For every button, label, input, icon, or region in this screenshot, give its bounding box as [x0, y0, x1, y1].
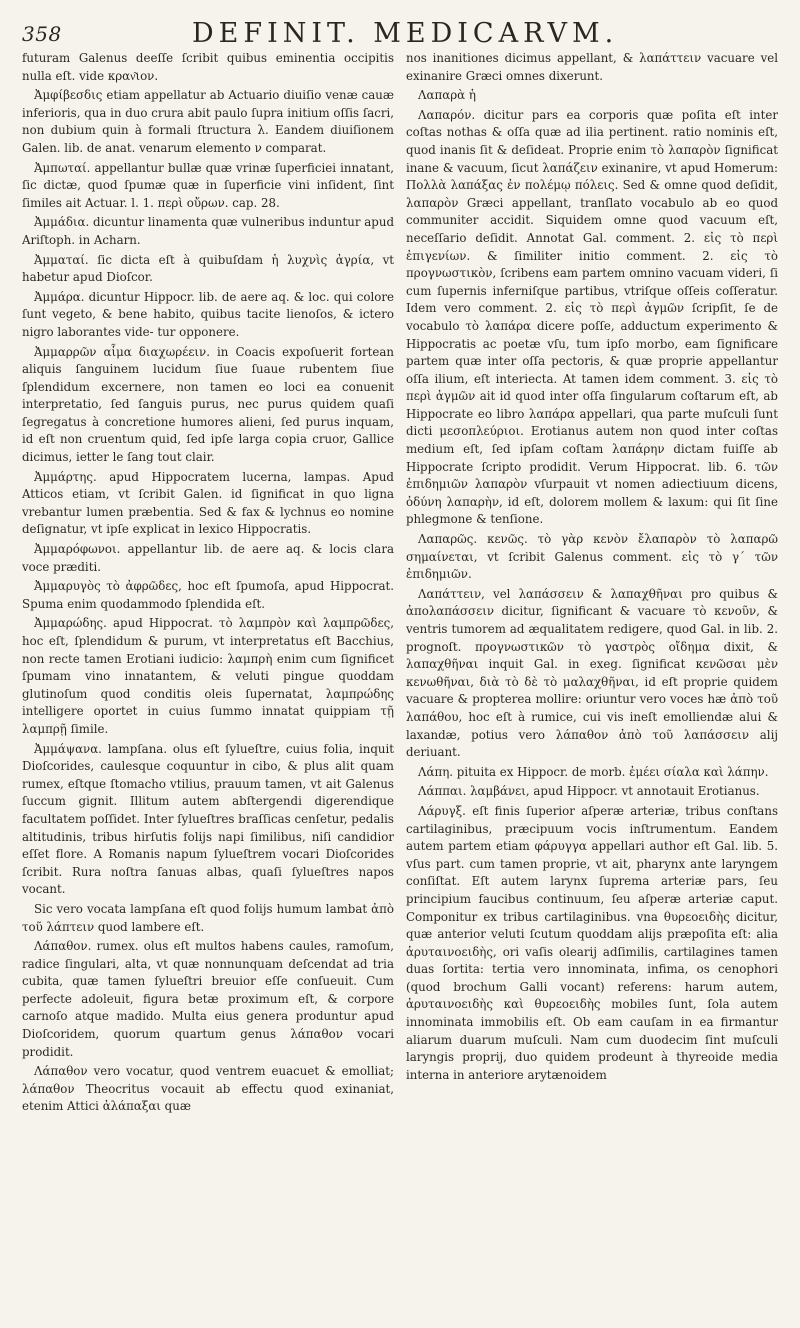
page-number: 358: [22, 22, 62, 46]
dictionary-entry: Ἀμματαί. ſic dicta eſt à quibuſdam ἡ λυχνὶς ἀγρία, vt habetur apud Dioſcor.: [22, 252, 394, 285]
dictionary-entry: Ἀμπωταί. appellantur bullæ quæ vrinæ ſuperficiei innatant, ſic dictæ, quod ſpumæ quæ in ſuperficie vini inſident, ſint ſimiles ait Actuar. l. 1. περὶ οὔρων. cap. 28.: [22, 160, 394, 210]
left-column: [22, 50, 394, 1320]
dictionary-entry: Ἀμμάψανα. lampſana. olus eſt ſylueſtre, cuius folia, inquit Dioſcorides, caulesque coquuntur in cibo, & plus alit quam rumex, eſtque ſtomacho vtilius, prauum tamen, vt ait Galenus ſuccum gignit. Illitum autem abſtergendi digerendique facultatem poſſidet. Inter ſylueſtres braſſicas cenſetur, pedalis altitudinis, tribus hirſutis folijs napi ſimilibus, niſi candidior eſſet flore. A Romanis napum ſylueſtrem vocari Dioſcorides ſcribit. Rura noſtra ſanuas albas, quaſi ſylueſtres napos vocant.: [22, 741, 394, 897]
dictionary-entry: Λαπαρῶς. κενῶς. τὸ γὰρ κενὸν ἔλαπαρὸν τὸ λαπαρῶ σημαίνεται, vt ſcribit Galenus comment. εἰς τὸ γ΄ τῶν ἐπιδημιῶν.: [406, 532, 778, 582]
dictionary-entry: Λαπαρὰ ἡ: [418, 88, 476, 103]
dictionary-entry: nos inanitiones dicimus appellant, & λαπάττειν vacuare vel exinanire Græci omnes dixerunt.: [406, 51, 778, 83]
dictionary-entry: futuram Galenus deeſſe ſcribit quibus eminentia occipitis nulla eſt. vide κραν͂ιον.: [22, 51, 394, 83]
dictionary-entry: Λάππαι. λαμβάνει, apud Hippocr. vt annotauit Erotianus.: [418, 784, 760, 799]
right-column: [406, 50, 778, 1320]
dictionary-entry: Λαπαρόν. dicitur pars ea corporis quæ poſita eſt inter coſtas nothas & oſſa quæ ad ilia pertinent. ratio nominis eſt, quod inanis ſit & deſideat. Proprie enim τὸ λαπαρὸν ſignificat inane & vacuum, ſicut λαπάζειν exinanire, vt apud Homerum: Πολλὰ λαπάξας ἐν πολέμῳ πόλεις. Sed & omne quod deſidit, λαπαρὸν Græci appellant, tranſlato vocabulo ab eo quod communiter accidit. Siquidem omne quod vacuum eſt, neceſſario deſidit. Annotat Gal. comment. 2. εἰς τὸ περὶ ἐπιγενίων. & ſimiliter initio comment. 2. εἰς τὸ προγνωστικὸν, ſcribens eam partem omnino vacuam videri, ſi cum ſupernis inferniſque partibus, vtriſque oſſeis coſſeratur. Idem vero comment. 2. εἰς τὸ περὶ ἀγμῶν ſcripſit, ſe de vocabulo τὸ λαπάρα dicere poſſe, adductum experimento & Hippocratis ac poetæ vſu, tum ipſo morbo, eam ſignificare partem quæ inter oſſa pectoris, & quæ proprie appellantur oſſa ilium, eſt interiecta. At tamen idem comment. 3. εἰς τὸ περὶ ἀγμῶν ait id quod inter oſſa ſingularum coſtarum eſt, ab Hippocrate eo libro λαπάρα appellari, qua parte muſculi ſunt dicti μεσοπλεύριοι. Erotianus autem non quod inter coſtas medium eſt, ſed ipſam coſtam λαπάρην dictam fuiſſe ab Hippocrate ſcripto prodidit. Verum Hippocrat. lib. 6. τῶν ἐπιδημιῶν λαπαρὸν vſurpauit vt nomen adiectiuum dicens, ὀδύνη λαπαρὴν, id eſt, dolorem mollem & laxum: qui ſit ſine phlegmone & tenſione.: [406, 107, 778, 527]
dictionary-entry: Ἀμμαρώδης. apud Hippocrat. τὸ λαμπρὸν καὶ λαμπρῶδες, hoc eſt, ſplendidum & purum, vt interpretatus eſt Bacchius, non recte tamen Erotiani iudicio: λαμπρὴ enim cum ſignificet ſpumam vino innatantem, & veluti pingue quoddam glutinoſum quod conditis oleis ſupernatat, λαμπρώδης intelligere oportet in cuius ſummo innatat quippiam τῇ λαμπρῇ ſimile.: [22, 616, 394, 736]
dictionary-entry: Λάπαθον vero vocatur, quod ventrem euacuet & emolliat; λάπαθον Theocritus vocauit ab effectu quod exinaniat, etenim Attici ἀλάπαξαι quæ: [22, 1064, 394, 1114]
dictionary-entry: Ἀμμάδια. dicuntur linamenta quæ vulneribus induntur apud Ariſtoph. in Acharn.: [22, 215, 394, 247]
page-header: [22, 14, 776, 48]
text-columns: [22, 50, 778, 1320]
dictionary-entry: Λάπαθον. rumex. olus eſt multos habens caules, ramoſum, radice ſingulari, alta, vt quæ nonnunquam deſcendat ad tria cubita, quæ tamen ſylueſtri breuior eſſe conſueuit. Cum perfecte adoleuit, figura betæ proximum eſt, & corpore carnoſo atque madido. Multa eius genera produntur apud Dioſcoridem, quorum quartum genus λάπαθον vocari prodidit.: [22, 939, 394, 1059]
dictionary-entry: Ἀμμαρυγὸς τὸ ἀφρῶδες, hoc eſt ſpumoſa, apud Hippocrat. Spuma enim quodammodo ſplendida eſt.: [22, 579, 394, 611]
running-title: DEFINIT. MEDICARVM.: [192, 18, 619, 49]
dictionary-entry: Λάρυγξ. eſt finis ſuperior aſperæ arteriæ, tribus conſtans cartilaginibus, præcipuum vocis inſtrumentum. Eandem autem partem etiam φάρυγγα appellari author eſt Gal. lib. 5. vſus part. cum tamen proprie, vt ait, pharynx ante laryngem conſiſtat. Eſt autem larynx ſuprema arteriæ pars, ſeu principium faucibus continuum, ſeu aſperæ arteriæ caput. Componitur ex tribus cartilaginibus. vna θυρεοειδὴς dicitur, quæ anterior veluti ſcutum quoddam alijs præpoſita eſt: alia ἀρυταινοειδὴς, ori vaſis olearij adſimilis, cartilagines tamen duas ſortita: tertia vero innominata, infima, os cenophori (quod brochum Galli vocant) referens: harum autem, ἀρυταινοειδὴς καὶ θυρεοειδὴς mobiles ſunt, ſola autem innominata immobilis eſt. Ob eam cauſam in ea firmantur aliarum duarum muſculi. Nam cum duodecim ſint muſculi laryngis proprij, duo quidem prodeunt à thyreoide media interna in anteriore arytænoidem: [406, 803, 778, 1082]
dictionary-entry: Ἀμμάρτης. apud Hippocratem lucerna, lampas. Apud Atticos etiam, vt ſcribit Galen. id ſignificat in quo ligna vrebantur lumen præbentia. Sed & fax & lychnus eo nomine deſignatur, vt ipſe explicat in lexico Hippocratis.: [22, 469, 394, 537]
dictionary-entry: Λαπάττειν, vel λαπάσσειν & λαπαχθῆναι pro quibus & ἀπολαπάσσειν dicitur, ſignificant & vacuare τὸ κενοῦν, & ventris tumorem ad æqualitatem redigere, quod Gal. in lib. 2. prognoſt. προγνωστικῶν τὸ γαστρὸς οἴδημα dixit, & λαπαχθῆναι inquit Gal. in exeg. ſignificat κενῶσαι μὲν κενωθῆναι, διὰ τὸ δὲ τὸ μαλαχθῆναι, id eſt proprie quidem vacuare & propterea mollire: oriuntur vero voces hæ ἀπὸ τοῦ λαπάθου, hoc eſt à rumice, cui vis ineſt emolliendæ alui & laxandæ, potius vero λάπαθον ἀπὸ τοῦ λαπάσσειν alij deriuant.: [406, 586, 778, 760]
dictionary-entry: Ἀμμαρόφωνοι. appellantur lib. de aere aq. & locis clara voce præditi.: [22, 542, 394, 574]
dictionary-entry: Sic vero vocata lampſana eſt quod folijs humum lambat ἀπὸ τοῦ λάπτειν quod lambere eſt.: [22, 901, 394, 934]
dictionary-entry: Ἀμμαρρῶν αἷμα διαχωρέειν. in Coacis expoſuerit fortean aliquis ſanguinem lucidum ſiue ſuaue rubentem ſiue ſplendidum excernere, non tamen eo loci ea conuenit interpretatio, ſed ſanguis purus, nec purus quidem quaſi ſegregatus à concretione humores alieni, ſed purus inquam, id eſt non cruentum quid, ſed ipſe larga copia cruor, Gallice dicimus, ietter le ſang tout clair.: [22, 344, 394, 465]
dictionary-entry: Ἀμμάρα. dicuntur Hippocr. lib. de aere aq. & loc. qui colore ſunt vegeto, & bene habito, quibus tacite lienoſos, & ictero nigro laborantes vide- tur opponere.: [22, 289, 394, 339]
dictionary-entry: Λάπη. pituita ex Hippocr. de morb. ἐμέει σίαλα καὶ λάπην.: [418, 764, 769, 779]
dictionary-entry: Ἀμφίβεσδις etiam appellatur ab Actuario diuiſio venæ cauæ inferioris, qua in duo crura abit paulo ſupra initium oſſis ſacri, non dubium quin à formali ſtructura λ. Eandem diuiſionem Galen. lib. de anat. venarum elemento ν comparat.: [22, 88, 394, 155]
